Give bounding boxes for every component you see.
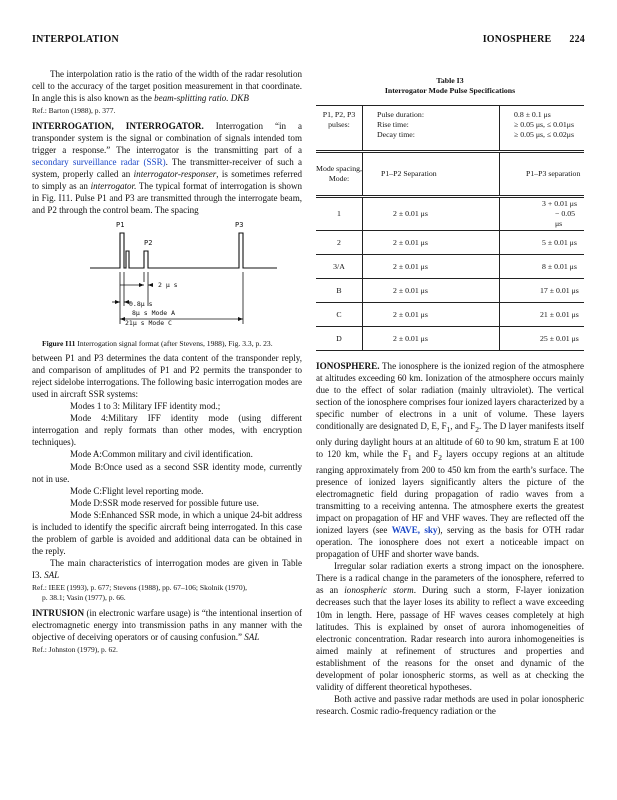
mode-item: Mode C:Flight level reporting mode. [70,485,204,496]
mode-item: Mode A:Common military and civil identification. [70,449,253,460]
cell: 3/A [316,255,363,279]
intrusion-entry: INTRUSION (in electronic warfare usage) is “the intentional insertion of electromagnetic energy into transmission paths in any manner with the objective of deceiving operators or of causing confusion.” SAL [32,608,302,643]
cell: 8 ± 0.01 μs [500,255,585,279]
cell: D [316,327,363,351]
cell: Pulse duration: Rise time: Decay time: [363,106,500,152]
mode-item: Mode 4:Military IFF identity mode (using different interrogation and reply formats than other modes, with encryption techniques). [32,413,302,448]
interrogation-continued: between P1 and P3 determines the data content of the transponder reply, and comparison of amplitudes of P1 and P2 permits the transponder to reject sidelobe interrogations. The following basic interrogation modes are used in aircraft SSR systems: [32,353,302,400]
cell: 0.8 ± 0.1 μs ≥ 0.05 μs, ≤ 0.01μs ≥ 0.05 μs, ≤ 0.02μs [500,106,585,152]
cell: P1–P3 separation [500,152,585,197]
reference-2: Ref.: IEEE (1993), p. 677; Stevens (1988), pp. 67–106; Skolnik (1970), p. 38.1; Vasin (1977), p. 66. [32,583,247,602]
table-row [316,231,584,255]
header-right [483,34,585,45]
table-row [316,152,584,197]
cell: B [316,279,363,303]
table-row [316,255,584,279]
label-p3: P3 [235,220,244,229]
right-column [316,76,584,717]
cell: 1 [316,197,363,231]
cell: 2 ± 0.01 μs [363,327,500,351]
mode-item: Mode S:Enhanced SSR mode, in which a unique 24-bit address is included to identify the specific aircraft being interrogated. In this case the problem of garble is avoided and additional data can be obtained in the reply. [32,509,302,556]
interpolation-paragraph: The interpolation ratio is the ratio of the width of the radar resolution cell to the accuracy of the target position measurement in that coordinate. In angle this is also known as the beam-splitting ratio. DKB [32,69,302,104]
reference-1: Ref.: Barton (1988), p. 377. [32,106,116,116]
entry-term-intrusion: INTRUSION [32,608,85,618]
cell: 2 ± 0.01 μs [363,279,500,303]
cell: P1, P2, P3 pulses: [316,106,363,152]
label-p2: P2 [144,238,153,247]
ionosphere-paragraph-3: Both active and passive radar methods are used in polar ionospheric research. Cosmic radio-frequency radiation or the [316,693,584,716]
entry-term-interrogation: INTERROGATION, INTERROGATOR. [32,121,204,132]
table-row [316,279,584,303]
cell: 2 ± 0.01 μs [363,231,500,255]
table-row [316,327,584,351]
link-ssr[interactable]: secondary surveillance radar (SSR) [32,157,166,168]
header-right-title: IONOSPHERE [482,34,552,45]
interrogation-entry: INTERROGATION, INTERROGATOR. Interrogation “in a transponder system is the signal or combination of signals intended tom trigger a response.” The interrogator is the transmitting part of a secondary surveillance radar (SSR). The transmitter-receiver of such a system, properly called an interrogator-responser, is sometimes referred to simply as an interrogator. The typical format of interrogation is shown in Fig. I11. Pulse P1 and P3 are transmitted through the interrogate beam, and P2 through the control beam. The spacing [32,121,303,216]
left-column [32,68,302,659]
table-row [316,106,584,152]
ionosphere-paragraph-2: Irregular solar radiation exerts a strong impact on the ionosphere. There is a radical change in the parameters of the ionosphere, referred to as an ionospheric storm. During such a storm, F-layer ionization decreases such that the layer loses its ability to reflect a wave exceeding 10m in length. Here, passage of HF waves ceases completely at high latitudes. This is explained by onset of aurora inhomogeneities of electronic concentration. Radar research into aurora inhomogeneities is aimed mainly at refinement of structures and properties and establishment of the reasons for the onset and dynamic of the development of polar ionospheric storms, as well as at checking the validity of different theoretical hypotheses. [316,561,584,692]
figure-interrogation-pulses [32,220,302,335]
mode-item: Modes 1 to 3: Military IFF identity mod.; [70,401,221,412]
cell: Mode spacing, Mode: [316,152,363,197]
modes-list [32,400,302,557]
label-mode-c: 21μ s Mode C [125,318,172,327]
mode-item: Mode D:SSR mode reserved for possible future use. [70,497,259,508]
label-08us: 0.8μ s [129,299,153,308]
mode-item: Mode B:Once used as a second SSR identity mode, currently not in use. [32,461,302,484]
mode-spec-table [316,105,584,351]
cell: 25 ± 0.01 μs [500,327,585,351]
label-p1: P1 [116,220,125,229]
table-row [316,303,584,327]
link-wave-sky[interactable]: WAVE, sky [391,525,438,536]
cell: 17 ± 0.01 μs [500,279,585,303]
table-row [316,197,584,231]
cell: 2 ± 0.01 μs [363,303,500,327]
cell: 3 + 0.01 μs − 0.05 μs [500,197,585,231]
label-2us: 2 μ s [158,280,178,289]
cell: 21 ± 0.01 μs [500,303,585,327]
label-mode-a: 8μ s Mode A [132,308,176,317]
cell: 2 ± 0.01 μs [363,197,500,231]
table-subtitle: Interrogator Mode Pulse Specifications [384,86,516,95]
cell: 2 ± 0.01 μs [363,255,500,279]
entry-term-ionosphere: IONOSPHERE. [316,361,380,371]
pulse-diagram [32,220,302,335]
ionosphere-entry [316,360,584,717]
table-title: Table I3 [436,76,464,85]
reference-3: Ref.: Johnston (1979), p. 62. [32,645,118,655]
cell: C [316,303,363,327]
cell: 5 ± 0.01 μs [500,231,585,255]
running-header [32,34,585,48]
figure-caption: Figure I11 Interrogation signal format (after Stevens, 1988), Fig. 3.3, p. 23. [42,338,273,348]
header-left-title: INTERPOLATION [32,34,119,45]
ionosphere-paragraph-1: IONOSPHERE. The ionosphere is the ionized region of the atmosphere at altitudes exceeding 60 km. Ionization of the atmosphere occurs mainly due to the effect of solar radiation (mainly ultraviolet). The vertical section of the ionosphere comprises four ionized layers characterized by a specific number of electrons in a unit of volume. These layers conditionally are designated D, E, $F_1$, and $F_2$. The D layer manifests itself only during daylight hours at an altitude of 60 to 90 km, stratum E at 100 to 120 km, while the $F_1$ and $F_2$ layers occupy regions at an altitude ranging approximately from 200 to 450 km from the earth’s surface. The presence of ionized layers significantly alters the picture of the electromagnetic field during propagation of radio waves from a transmitting to a receiving antenna. The atmosphere exerts the greatest impact on propagation of HF and VHF waves. They are reflected off the ionized layers (see WAVE, sky), serving as the basis for OTH radar operation. The ionosphere does not exert a noticeable impact on propagation of UHF and shorter wave bands. [316,361,584,560]
cell: P1–P2 Separation [363,152,500,197]
page-number: 224 [569,34,585,45]
cell: 2 [316,231,363,255]
characteristics-paragraph: The main characteristics of interrogation modes are given in Table I3. SAL [32,557,302,580]
pulse-train [90,233,277,268]
